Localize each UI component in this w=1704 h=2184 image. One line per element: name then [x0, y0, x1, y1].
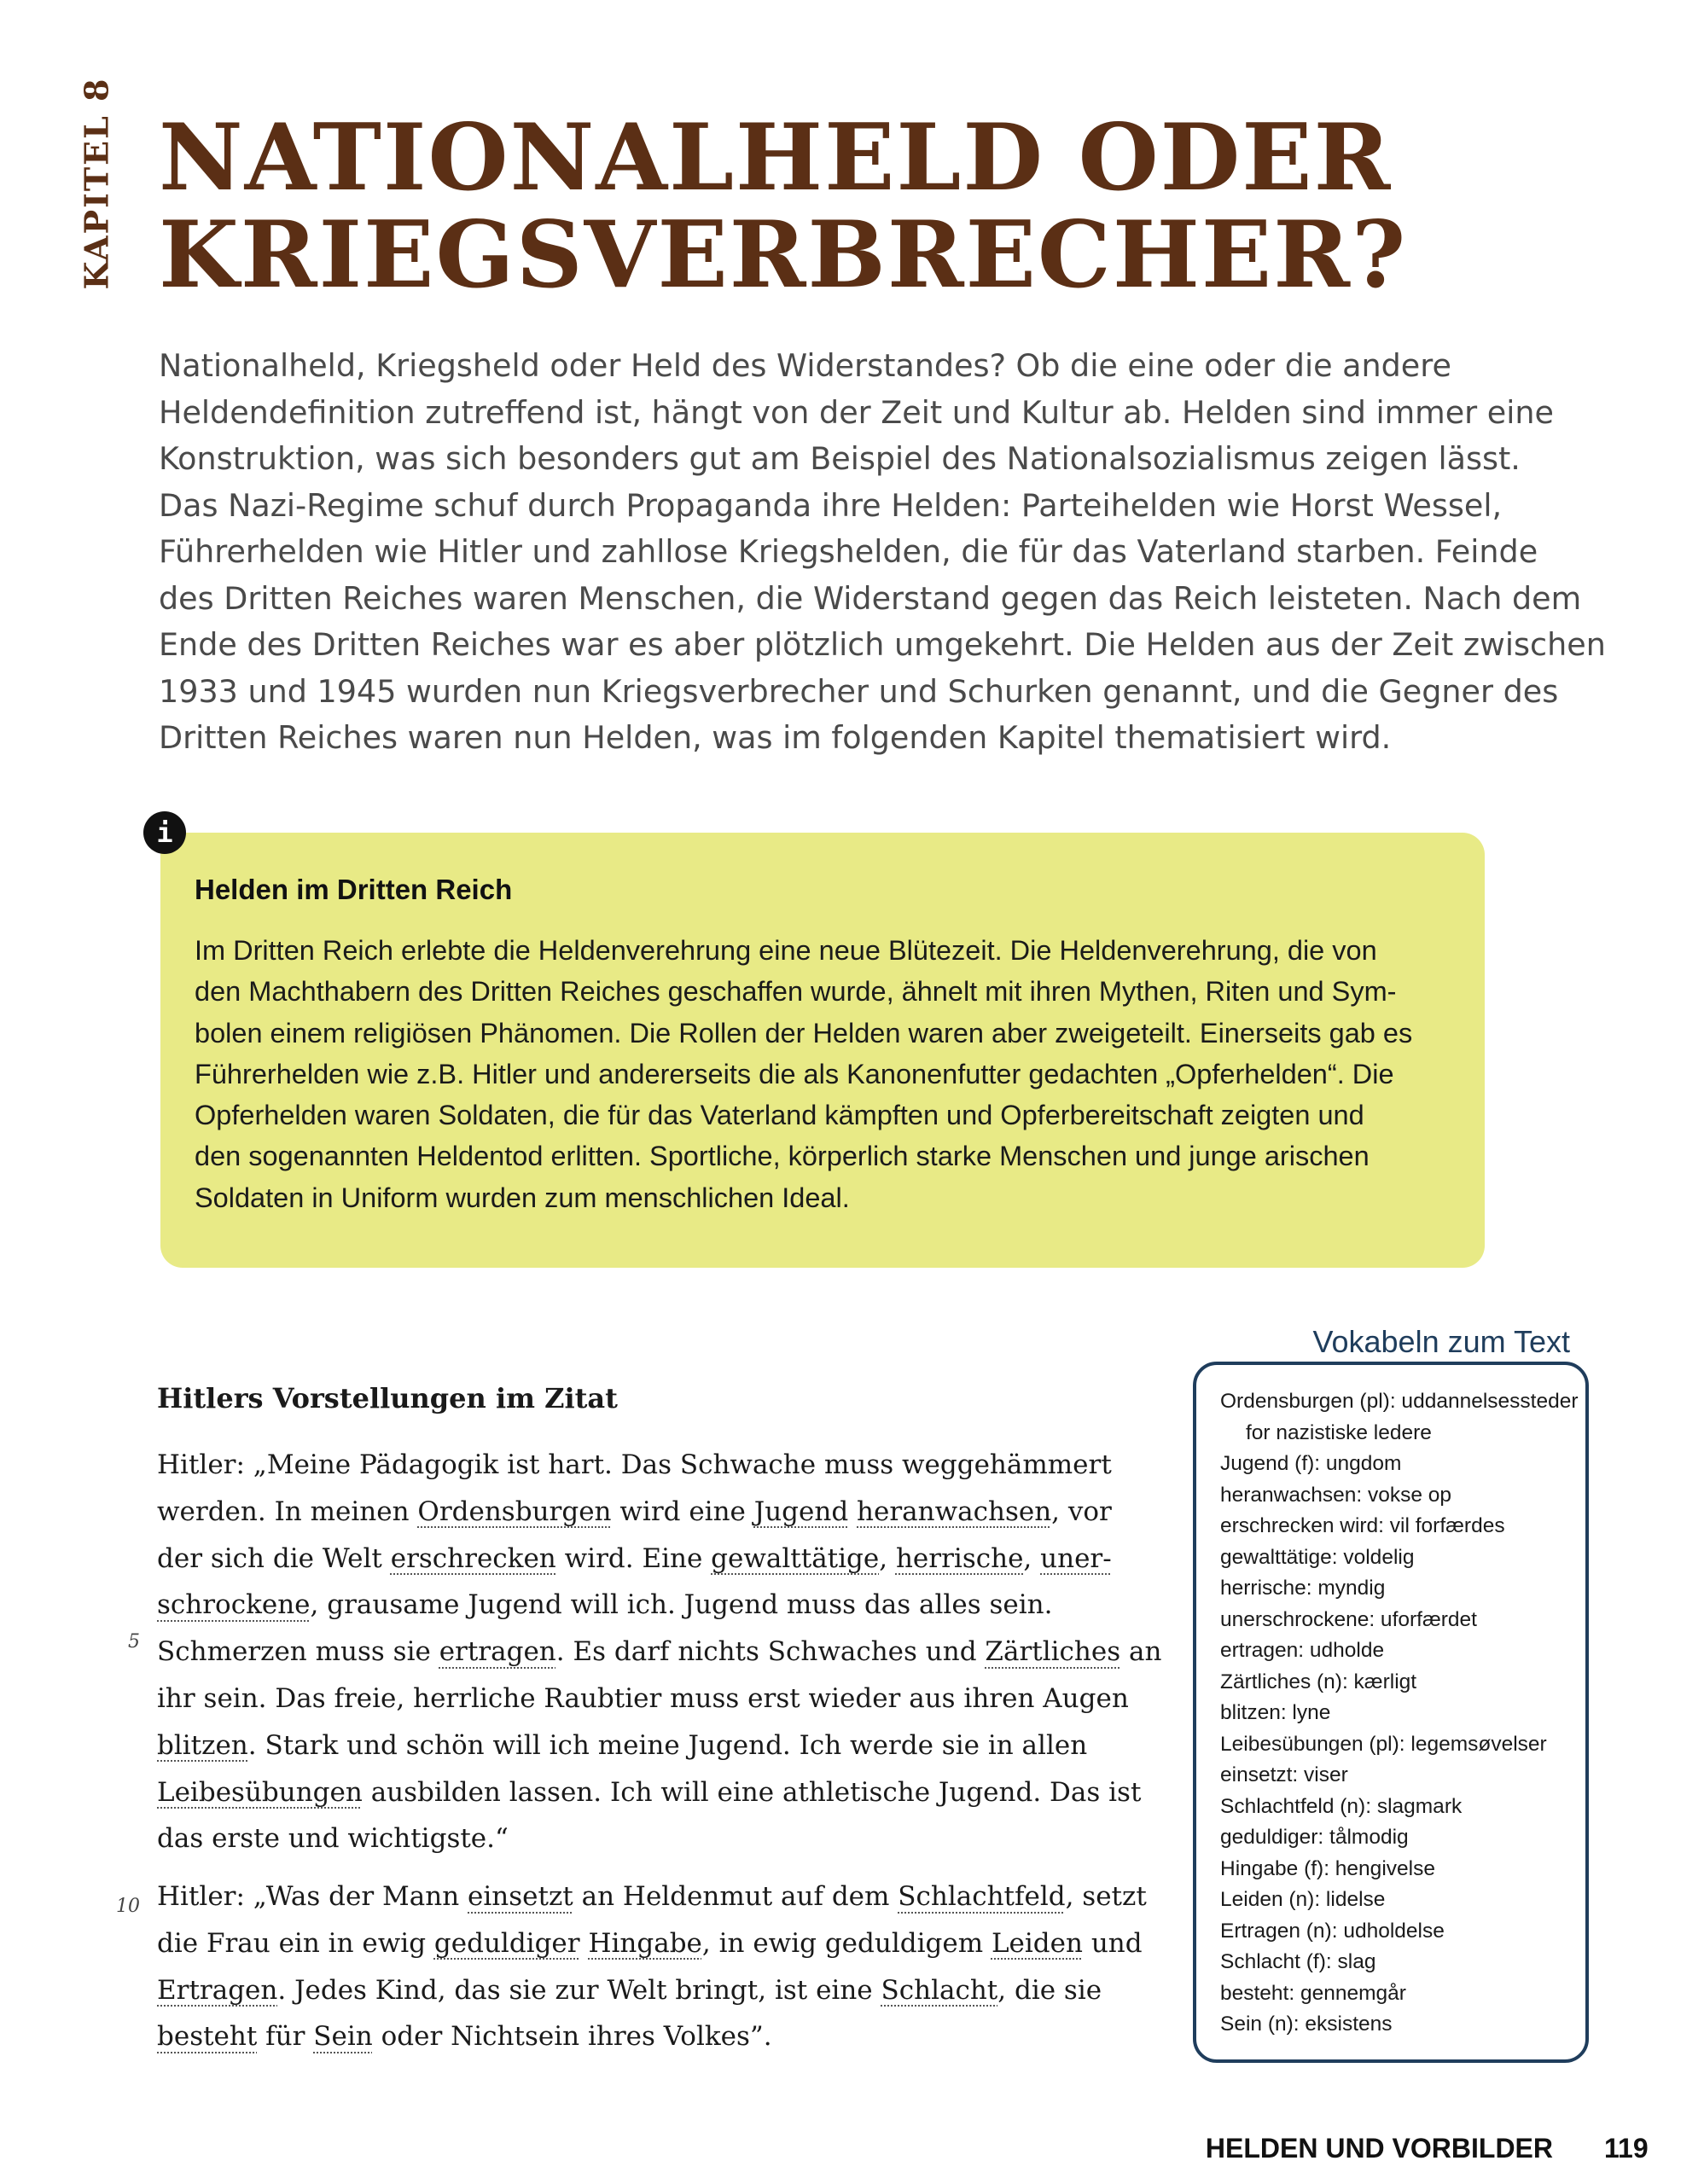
vocab-word: erschrecken	[390, 1542, 556, 1574]
vocab-item: blitzen: lyne	[1220, 1701, 1331, 1724]
quote-line: die Frau ein in ewig geduldiger Hingabe, in ewig geduldigem Leiden und	[157, 1927, 1143, 1959]
quote-heading: Hitlers Vorstellungen im Zitat	[157, 1382, 618, 1414]
vocab-word: Schlacht	[881, 1974, 998, 2006]
chapter-label-text: KAPITEL 8	[77, 77, 116, 290]
vocab-word: Hingabe	[588, 1927, 702, 1959]
vocab-item: Schlachtfeld (n): slagmark	[1220, 1794, 1463, 1818]
vocab-word: Jugend	[753, 1496, 849, 1527]
quote-line: ihr sein. Das freie, herrliche Raubtier muss erst wieder aus ihren Augen	[157, 1682, 1129, 1714]
vocab-word: Sein	[313, 2021, 373, 2053]
vocab-word: uner-	[1040, 1542, 1112, 1574]
page-title	[159, 104, 1541, 309]
info-line: den sogenannten Heldentod erlitten. Sportliche, körperlich starke Menschen und junge arischen	[195, 1141, 1370, 1172]
vocab-item: Schlacht (f): slag	[1220, 1950, 1376, 1973]
vocab-word: Leiden	[991, 1927, 1083, 1959]
vocab-word: Schlachtfeld	[898, 1881, 1066, 1912]
vocab-word: schrockene	[157, 1589, 311, 1621]
vocab-item: Jugend (f): ungdom	[1220, 1452, 1402, 1475]
vocab-item: geduldiger: tålmodig	[1220, 1826, 1409, 1849]
intro-line: Dritten Reiches waren nun Helden, was im folgenden Kapitel thematisiert wird.	[159, 719, 1392, 756]
intro-line: Nationalheld, Kriegsheld oder Held des Widerstandes? Ob die eine oder die andere	[159, 347, 1451, 384]
vocab-item: Sein (n): eksistens	[1220, 2013, 1393, 2036]
vocab-word: blitzen	[157, 1729, 248, 1761]
vocab-item: for nazistiske ledere	[1246, 1420, 1432, 1444]
intro-line: Konstruktion, was sich besonders gut am Beispiel des Nationalsozialismus zeigen lässt.	[159, 440, 1521, 477]
vocab-title: Vokabeln zum Text	[1312, 1324, 1570, 1359]
info-icon: i	[143, 811, 186, 854]
info-line: den Machthabern des Dritten Reiches geschaffen wurde, ähnelt mit ihren Mythen, Riten und Sym-	[195, 976, 1397, 1008]
title-line: NATIONALHELD ODER	[159, 104, 1393, 212]
vocab-word: geduldiger	[433, 1927, 580, 1959]
quote-line: blitzen. Stark und schön will ich meine Jugend. Ich werde sie in allen	[157, 1729, 1088, 1761]
vocab-item: unerschrockene: uforfærdet	[1220, 1607, 1477, 1631]
quote-line: besteht für Sein oder Nichtsein ihres Volkes”.	[157, 2021, 772, 2053]
vocab-item: Ertragen (n): udholdelse	[1220, 1919, 1445, 1943]
info-line: Im Dritten Reich erlebte die Heldenverehrung eine neue Blütezeit. Die Heldenverehrung, die von	[195, 935, 1377, 966]
info-body	[195, 930, 1474, 1218]
vocab-word: besteht	[157, 2021, 258, 2053]
intro-line: des Dritten Reiches waren Menschen, die Widerstand gegen das Reich leisteten. Nach dem	[159, 579, 1582, 617]
title-line: KRIEGSVERBRECHER?	[159, 201, 1408, 309]
vocab-word: gewalttätige	[711, 1542, 880, 1574]
intro-line: Führerhelden wie Hitler und zahllose Kriegshelden, die für das Vaterland starben. Feinde	[159, 533, 1538, 570]
quote-line: Hitler: „Meine Pädagogik ist hart. Das Schwache muss weggehämmert	[157, 1449, 1112, 1480]
intro-line: 1933 und 1945 wurden nun Kriegsverbrecher und Schurken genannt, und die Gegner des	[159, 672, 1559, 710]
vocab-item: Zärtliches (n): kærligt	[1220, 1670, 1417, 1693]
vocab-item: erschrecken wird: vil forfærdes	[1220, 1514, 1505, 1537]
quote-line: das erste und wichtigste.“	[157, 1823, 509, 1855]
footer-section-label: HELDEN UND VORBILDER	[1205, 2133, 1553, 2164]
line-number: 10	[116, 1896, 140, 1917]
info-line: Opferhelden waren Soldaten, die für das Vaterland kämpften und Opferbereitschaft zeigten und	[195, 1100, 1364, 1131]
quote-line: werden. In meinen Ordensburgen wird eine Jugend heranwachsen, vor	[157, 1496, 1112, 1527]
vocab-word: Leibesübungen	[157, 1776, 363, 1808]
vocab-item: Ordensburgen (pl): uddannelsessteder	[1220, 1390, 1579, 1413]
vocab-word: Ertragen	[157, 1974, 278, 2006]
info-line: Führerhelden wie z.B. Hitler und andererseits die als Kanonenfutter gedachten „Opferhelden“. Die	[195, 1058, 1394, 1089]
quote-line: Leibesübungen ausbilden lassen. Ich will eine athletische Jugend. Das ist	[157, 1776, 1142, 1808]
vocab-word: einsetzt	[468, 1881, 573, 1912]
vocab-word: heranwachsen	[857, 1496, 1052, 1527]
vocab-item: einsetzt: viser	[1220, 1763, 1348, 1786]
intro-line: Das Nazi-Regime schuf durch Propaganda ihre Helden: Parteihelden wie Horst Wessel,	[159, 486, 1503, 524]
quote-line: der sich die Welt erschrecken wird. Eine gewalttätige, herrische, uner-	[157, 1542, 1112, 1574]
intro-line: Heldendefinition zutreffend ist, hängt von der Zeit und Kultur ab. Helden sind immer eine	[159, 393, 1554, 431]
quote-line: schrockene, grausame Jugend will ich. Jugend muss das alles sein.	[157, 1589, 1053, 1621]
vocab-item: Leiden (n): lidelse	[1220, 1888, 1386, 1911]
info-line: bolen einem religiösen Phänomen. Die Rollen der Helden waren aber zweigeteilt. Einerseits gab es	[195, 1017, 1413, 1048]
vocab-item: Leibesübungen (pl): legemsøvelser	[1220, 1732, 1547, 1756]
vocab-word: herrische	[895, 1542, 1024, 1574]
quote-line: Schmerzen muss sie ertragen. Es darf nichts Schwaches und Zärtliches an	[157, 1636, 1162, 1668]
info-line: Soldaten in Uniform wurden zum menschlichen Ideal.	[195, 1182, 850, 1213]
chapter-label	[77, 77, 116, 290]
quote-paragraph	[157, 1873, 1147, 2060]
intro-paragraph	[159, 343, 1606, 762]
quote-line: Hitler: „Was der Mann einsetzt an Heldenmut auf dem Schlachtfeld, setzt	[157, 1881, 1147, 1912]
vocab-item: gewalttätige: voldelig	[1220, 1545, 1415, 1569]
intro-line: Ende des Dritten Reiches war es aber plötzlich umgekehrt. Die Helden aus der Zeit zwischen	[159, 626, 1606, 663]
vocab-item: besteht: gennemgår	[1220, 1981, 1406, 2005]
quote-line: Ertragen. Jedes Kind, das sie zur Welt bringt, ist eine Schlacht, die sie	[157, 1974, 1102, 2006]
vocab-item: Hingabe (f): hengivelse	[1220, 1856, 1435, 1880]
quote-paragraph	[157, 1442, 1162, 1862]
vocab-list	[1220, 1386, 1579, 2041]
vocab-item: ertragen: udholde	[1220, 1639, 1385, 1662]
info-heading: Helden im Dritten Reich	[195, 874, 513, 905]
vocab-item: heranwachsen: vokse op	[1220, 1483, 1452, 1507]
line-number: 5	[128, 1631, 140, 1653]
page-number: 119	[1604, 2133, 1649, 2164]
vocab-item: herrische: myndig	[1220, 1577, 1386, 1600]
vocab-word: Ordensburgen	[417, 1496, 612, 1527]
vocab-word: Zärtliches	[985, 1636, 1121, 1668]
vocab-word: ertragen	[439, 1636, 556, 1668]
